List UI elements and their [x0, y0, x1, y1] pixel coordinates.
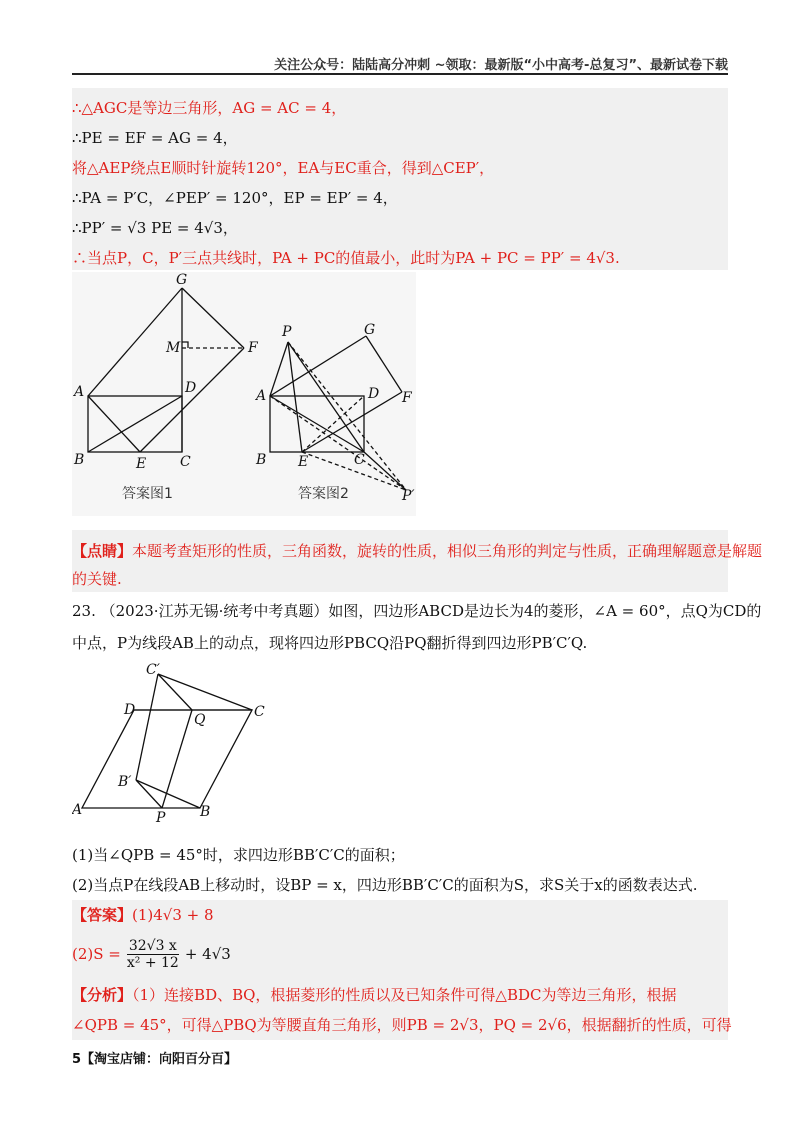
line-b2b: [136, 780, 200, 808]
question-1: (1)当∠QPB = 45°时，求四边形BB′C′C的面积；: [72, 846, 405, 864]
page-header: 关注公众号：陆陆高分冲刺 ~领取：最新版“小中高考-总复习”、最新试卷下载: [274, 58, 728, 73]
header-divider: [72, 73, 728, 75]
comment-line-2: 的关键.: [72, 570, 122, 588]
fig2-label-B: B: [256, 452, 267, 468]
fig1-label-A: A: [74, 384, 85, 400]
fig1-label-B: B: [74, 452, 85, 468]
fig1-label-M: M: [166, 340, 181, 356]
fig3-label-A: A: [72, 802, 83, 818]
fig2-label-D: D: [368, 386, 380, 402]
fig2-label-E: E: [298, 454, 309, 470]
fig2-label-C: C: [354, 452, 365, 468]
fig3-label-B-prime: B′: [118, 774, 132, 790]
fig2-label-P: P: [282, 324, 292, 340]
answer-figures: [72, 272, 416, 516]
fig1-label-E: E: [136, 456, 147, 472]
page-number: 5: [72, 1052, 82, 1067]
line-c2c: [158, 674, 252, 710]
fraction-denominator: x² + 12: [126, 954, 179, 971]
answer-part-2-prefix: (2)S =: [72, 945, 121, 963]
fig3-label-C: C: [254, 704, 265, 720]
fig2-caption: 答案图2: [298, 486, 349, 502]
line-c2b2: [136, 674, 158, 780]
fig2-label-G: G: [364, 322, 376, 338]
page-footer: [72, 1048, 237, 1067]
answer-line-1: [72, 904, 214, 926]
fig3-label-D: D: [124, 702, 136, 718]
line-b2p: [136, 780, 162, 808]
solution-line-3: 将△AEP绕点E顺时针旋转120°，EA与EC重合，得到△CEP′，: [72, 159, 495, 177]
problem-line-1: 23. （2023·江苏无锡·统考中考真题）如图，四边形ABCD是边长为4的菱形，∠A = 60°，点Q为CD的: [72, 602, 762, 620]
analysis-text-1: （1）连接BD、BQ，根据菱形的性质以及已知条件可得△BDC为等边三角形，根据: [132, 986, 677, 1004]
fig2-label-P-prime: P′: [402, 488, 415, 504]
answer-fraction: [125, 938, 181, 971]
fig1-label-C: C: [180, 454, 191, 470]
comment-text-1: 本题考查矩形的性质，三角函数，旋转的性质，相似三角形的判定与性质，正确理解题意是解题: [132, 542, 763, 560]
analysis-line-1: [72, 984, 677, 1006]
fig2-label-F: F: [402, 390, 412, 406]
solution-line-1: ∴△AGC是等边三角形，AG = AC = 4，: [72, 99, 347, 117]
fig2-label-A: A: [256, 388, 267, 404]
question-2: (2)当点P在线段AB上移动时，设BP = x，四边形BB′C′C的面积为S，求S关于x的函数表达式.: [72, 876, 698, 894]
answer-part-2-suffix: + 4√3: [184, 945, 231, 963]
fig3-label-C-prime: C′: [146, 662, 160, 678]
solution-line-5: ∴PP′ = √3 PE = 4√3，: [72, 219, 238, 237]
answer-line-2: [72, 932, 231, 976]
comment-line-1: [72, 540, 762, 562]
fig1-caption: 答案图1: [122, 486, 173, 502]
comment-tag: 【点睛】: [72, 542, 133, 560]
fig1-label-D: D: [185, 380, 197, 396]
figures-background: [72, 272, 416, 516]
solution-line-2: ∴PE = EF = AG = 4，: [72, 129, 238, 147]
fig1-label-G: G: [176, 272, 188, 288]
problem-line-2: 中点，P为线段AB上的动点，现将四边形PBCQ沿PQ翻折得到四边形PB′C′Q.: [72, 634, 588, 652]
line-c2q: [158, 674, 192, 710]
fraction-numerator: 32√3 x: [128, 937, 177, 954]
line-qp: [162, 710, 192, 808]
fig3-label-Q: Q: [194, 712, 206, 728]
analysis-line-2: ∠QPB = 45°，可得△PBQ为等腰直角三角形，则PB = 2√3，PQ = 2√6，根据翻折的性质，可得: [72, 1016, 732, 1034]
solution-line-6: ∴当点P，C，P′三点共线时，PA + PC的值最小，此时为PA + PC = PP′ = 4√3.: [72, 249, 620, 267]
analysis-tag: 【分析】: [72, 986, 133, 1004]
answer-tag: 【答案】: [72, 906, 133, 924]
fig3-label-P: P: [156, 810, 166, 822]
answer-part-1: (1)4√3 + 8: [132, 906, 214, 924]
footer-text: 【淘宝店铺：向阳百分百】: [81, 1052, 238, 1067]
fig3-label-B: B: [200, 804, 211, 820]
solution-line-4: ∴PA = P′C，∠PEP′ = 120°，EP = EP′ = 4，: [72, 189, 398, 207]
fig1-label-F: F: [248, 340, 258, 356]
problem-figure: [72, 662, 272, 822]
